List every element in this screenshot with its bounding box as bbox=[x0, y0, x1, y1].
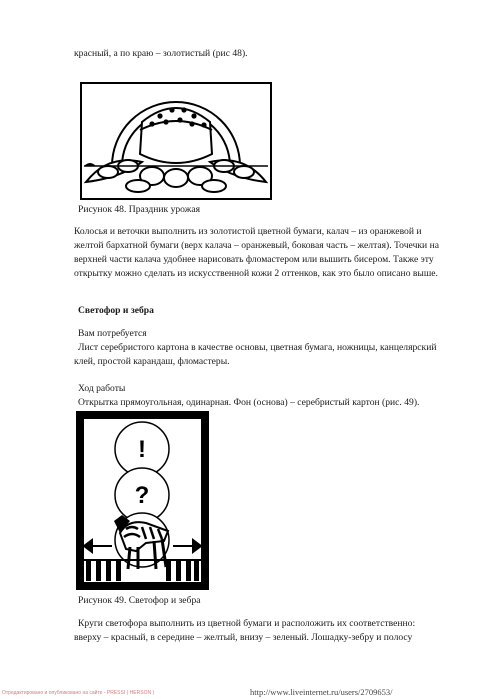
section-title: Светофор и зебра bbox=[78, 305, 154, 316]
work-text: Открытка прямоугольная, одинарная. Фон (основа) – серебристый картон (рис. 49). bbox=[78, 397, 420, 408]
figure-49-caption: Рисунок 49. Светофор и зебра bbox=[78, 595, 201, 606]
paragraph-2-line-1: Круги светофора выполнить из цветной бумаги и расположить их соответственно: bbox=[78, 618, 416, 629]
paragraph-1-line-1: Колосья и веточки выполнить из золотистой цветной бумаги, калач – из оранжевой и bbox=[74, 226, 422, 237]
figure-49-traffic-light-illustration bbox=[76, 411, 209, 590]
paragraph-2-line-2: вверху – красный, в середине – желтый, внизу – зеленый. Лошадку-зебру и полосу bbox=[74, 632, 413, 643]
text-line-top: красный, а по краю – золотистый (рис 48). bbox=[74, 48, 248, 59]
paragraph-1-line-3: верхней части калача удобнее нарисовать фломастером или вышить бисером. Также эту bbox=[74, 254, 434, 265]
paragraph-1-line-4: открытку можно сделать из искусственной кожи 2 оттенков, как это было описано выше. bbox=[74, 268, 438, 279]
need-label: Вам потребуется bbox=[78, 328, 147, 339]
figure-48-harvest-illustration bbox=[80, 82, 272, 200]
watermark-url: http://www.liveinternet.ru/users/2709653/ bbox=[250, 687, 393, 697]
figure-49-exclamation-mark: ! bbox=[138, 436, 146, 463]
work-label: Ход работы bbox=[78, 383, 126, 394]
watermark-left: Отредактировано и опубликовано на сайте - PRESSI ( HERSON ) bbox=[2, 690, 155, 696]
figure-49-question-mark: ? bbox=[134, 482, 150, 509]
paragraph-1-line-2: желтой бархатной бумаги (верх калача – оранжевый, боковая часть – желтая). Точечки на bbox=[74, 240, 439, 251]
need-text-line-1: Лист серебристого картона в качестве основы, цветная бумага, ножницы, канцелярский bbox=[78, 342, 437, 353]
figure-48-caption: Рисунок 48. Праздник урожая bbox=[78, 204, 201, 215]
need-text-line-2: клей, простой карандаш, фломастеры. bbox=[74, 356, 230, 367]
